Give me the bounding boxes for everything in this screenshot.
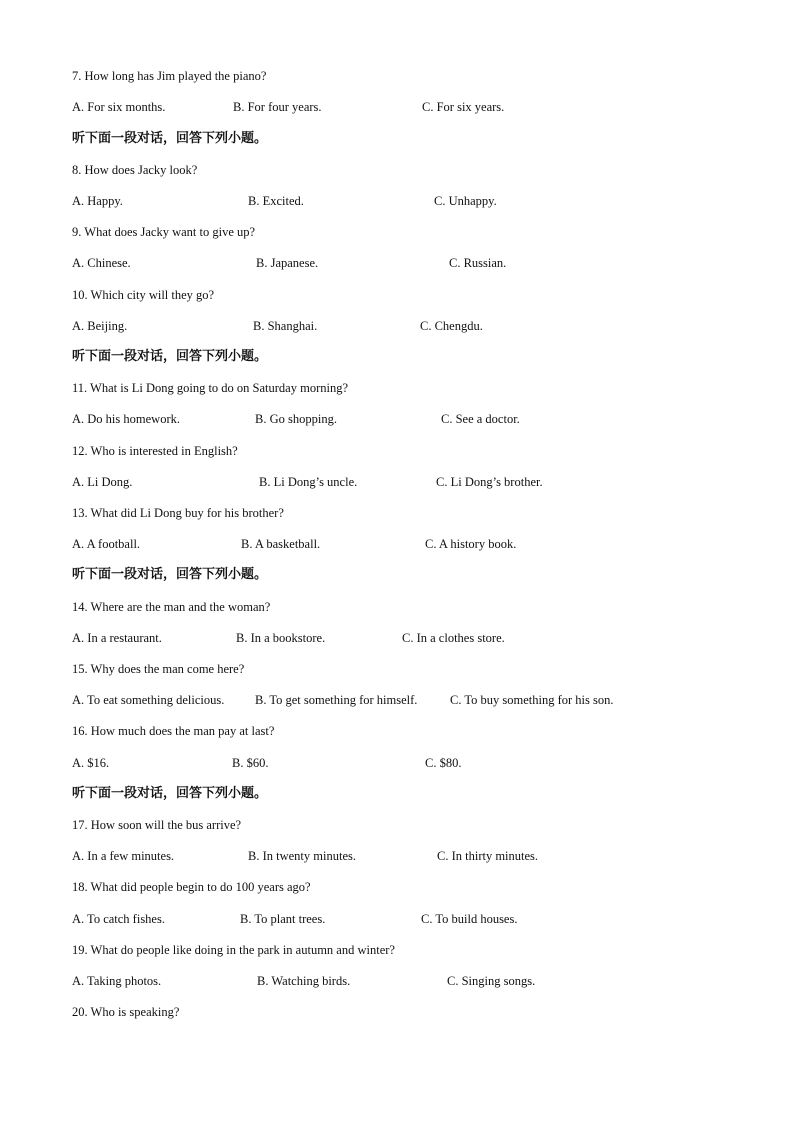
option-c: C. Li Dong’s brother. xyxy=(436,475,543,489)
option-b: B. Shanghai. xyxy=(253,319,318,333)
option-a: A. In a restaurant. xyxy=(72,631,162,645)
option-b: B. For four years. xyxy=(233,100,322,114)
option-a: A. To catch fishes. xyxy=(72,912,165,926)
question-9: 9. What does Jacky want to give up? xyxy=(72,225,256,239)
option-a: A. Taking photos. xyxy=(72,974,162,988)
option-c: C. A history book. xyxy=(425,537,517,551)
question-7: 7. How long has Jim played the piano? xyxy=(72,69,267,83)
option-c: C. To buy something for his son. xyxy=(450,693,614,707)
question-16: 16. How much does the man pay at last? xyxy=(72,724,275,738)
option-a: A. Li Dong. xyxy=(72,475,133,489)
question-14: 14. Where are the man and the woman? xyxy=(72,600,271,614)
option-b: B. Go shopping. xyxy=(255,412,337,426)
option-c: C. Singing songs. xyxy=(447,974,536,988)
option-b: B. Japanese. xyxy=(256,256,319,270)
option-b: B. To get something for himself. xyxy=(255,693,418,707)
question-18: 18. What did people begin to do 100 years ago? xyxy=(72,880,311,894)
question-19: 19. What do people like doing in the park in autumn and winter? xyxy=(72,943,395,957)
option-c: C. $80. xyxy=(425,756,462,770)
option-a: A. In a few minutes. xyxy=(72,849,175,863)
option-a: A. Chinese. xyxy=(72,256,131,270)
question-12: 12. Who is interested in English? xyxy=(72,444,238,458)
option-a: A. A football. xyxy=(72,537,141,551)
option-a: A. To eat something delicious. xyxy=(72,693,225,707)
option-c: C. Chengdu. xyxy=(420,319,483,333)
option-b: B. A basketball. xyxy=(241,537,321,551)
option-c: C. In thirty minutes. xyxy=(437,849,539,863)
option-c: C. In a clothes store. xyxy=(402,631,505,645)
option-b: B. In twenty minutes. xyxy=(248,849,356,863)
question-11: 11. What is Li Dong going to do on Saturday morning? xyxy=(72,381,349,395)
option-b: B. Li Dong’s uncle. xyxy=(259,475,358,489)
option-c: C. Unhappy. xyxy=(434,194,497,208)
option-b: B. Watching birds. xyxy=(257,974,351,988)
option-a: A. Happy. xyxy=(72,194,123,208)
option-b: B. To plant trees. xyxy=(240,912,326,926)
option-b: B. In a bookstore. xyxy=(236,631,326,645)
question-8: 8. How does Jacky look? xyxy=(72,163,198,177)
question-17: 17. How soon will the bus arrive? xyxy=(72,818,242,832)
option-a: A. $16. xyxy=(72,756,110,770)
question-13: 13. What did Li Dong buy for his brother? xyxy=(72,506,284,520)
option-b: B. $60. xyxy=(232,756,269,770)
section-heading: 听下面一段对话，回答下列小题。 xyxy=(72,349,268,364)
option-b: B. Excited. xyxy=(248,194,304,208)
question-10: 10. Which city will they go? xyxy=(72,288,215,302)
option-c: C. For six years. xyxy=(422,100,505,114)
section-heading: 听下面一段对话，回答下列小题。 xyxy=(72,786,268,801)
option-c: C. Russian. xyxy=(449,256,507,270)
option-a: A. Beijing. xyxy=(72,319,128,333)
option-c: C. To build houses. xyxy=(421,912,518,926)
option-c: C. See a doctor. xyxy=(441,412,520,426)
question-15: 15. Why does the man come here? xyxy=(72,662,245,676)
question-20: 20. Who is speaking? xyxy=(72,1005,180,1019)
section-heading: 听下面一段对话，回答下列小题。 xyxy=(72,131,268,146)
option-a: A. For six months. xyxy=(72,100,166,114)
option-a: A. Do his homework. xyxy=(72,412,180,426)
section-heading: 听下面一段对话，回答下列小题。 xyxy=(72,567,268,582)
